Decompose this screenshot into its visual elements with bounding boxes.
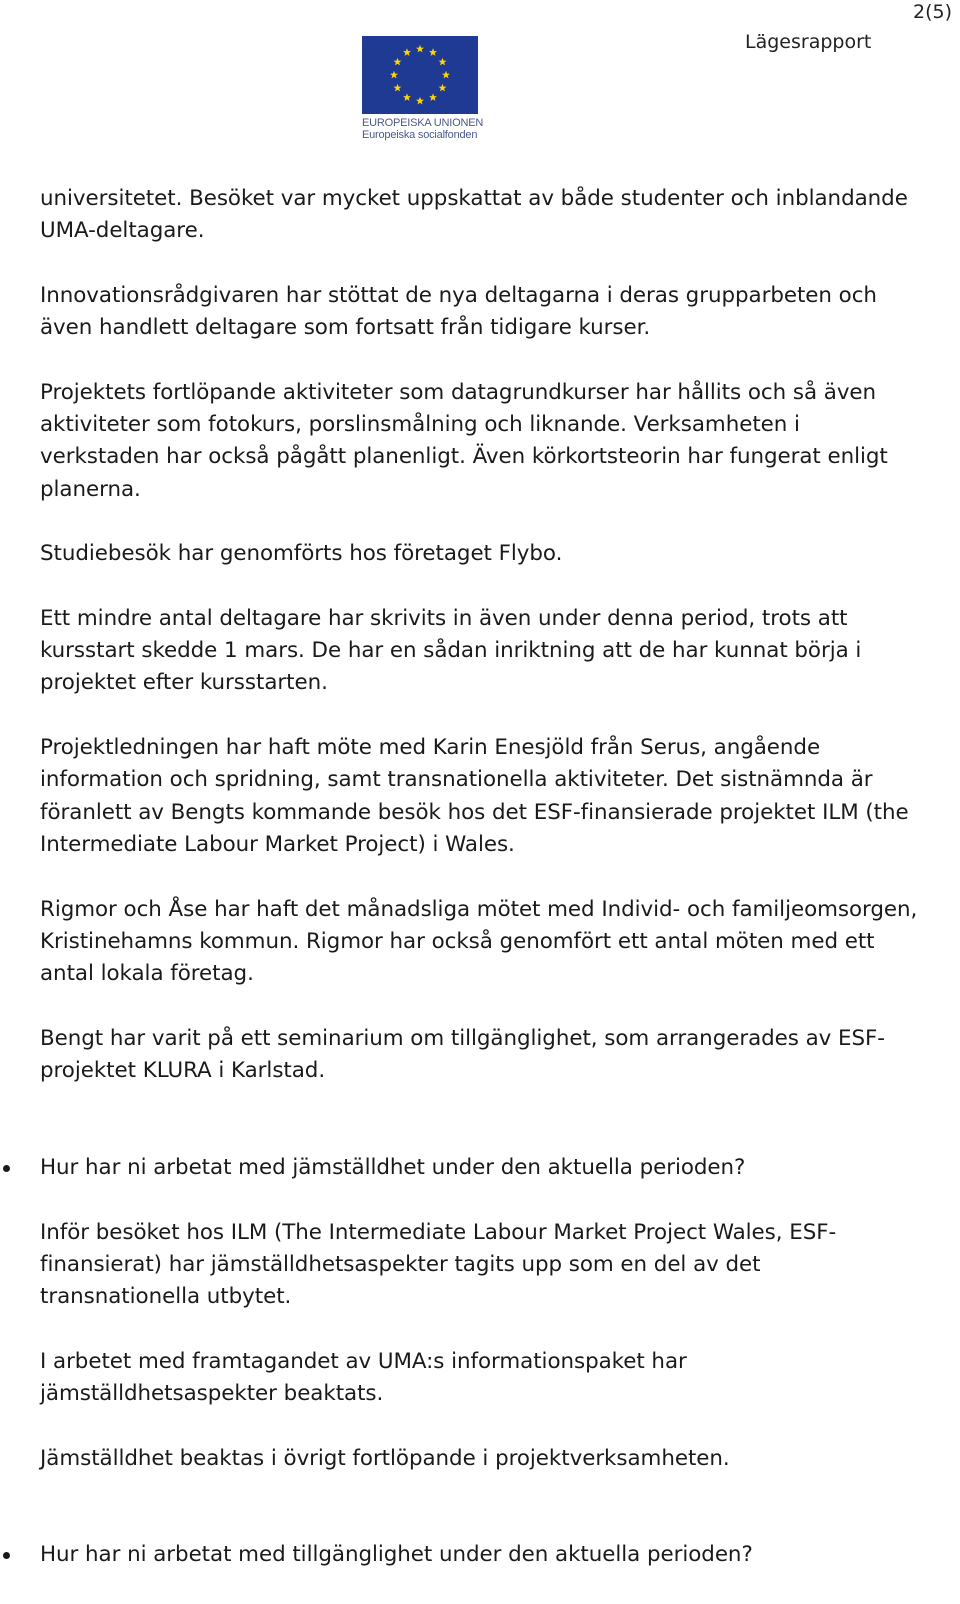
bullet-icon bbox=[3, 1165, 10, 1172]
section-gap bbox=[40, 1120, 920, 1152]
eu-star-icon bbox=[416, 97, 424, 105]
page-number: 2(5) bbox=[912, 1, 952, 23]
eu-logo-line1: EUROPEISKA UNIONEN bbox=[362, 117, 484, 129]
document-body bbox=[40, 183, 920, 1604]
bullet-icon bbox=[3, 1552, 10, 1559]
eu-flag-icon bbox=[362, 36, 478, 114]
paragraph-monthly-meeting: Rigmor och Åse har haft det månadsliga mötet med Individ- och familjeomsorgen, Kristinehamns kommun. Rigmor har också genomfört ett antal möten med ett antal lokala företag. bbox=[40, 896, 918, 987]
eu-star-icon bbox=[429, 93, 437, 101]
paragraph-seminar: Bengt har varit på ett seminarium om tillgänglighet, som arrangerades av ESF-projektet KLURA i Karlstad. bbox=[40, 1025, 885, 1084]
question-accessibility bbox=[40, 1539, 920, 1571]
eu-star-icon bbox=[442, 71, 450, 79]
paragraph-new-participants: Ett mindre antal deltagare har skrivits in även under denna period, trots att kursstart skedde 1 mars. De har en sådan inriktning att de har kunnat börja i projektet efter kursstarten. bbox=[40, 605, 862, 696]
eu-star-icon bbox=[439, 84, 447, 92]
answer-equality-ongoing: Jämställdhet beaktas i övrigt fortlöpande i projektverksamheten. bbox=[40, 1445, 730, 1471]
paragraph-ongoing-activities: Projektets fortlöpande aktiviteter som datagrundkurser har hållits och så även aktiviteter som fotokurs, porslinsmålning och liknande. Verksamheten i verkstaden har också pågått planenligt. Även körkortsteorin har fungerat enligt planerna. bbox=[40, 379, 888, 502]
eu-star-icon bbox=[390, 71, 398, 79]
eu-logo-line2: Europeiska socialfonden bbox=[362, 129, 478, 141]
eu-logo-caption bbox=[362, 117, 484, 141]
eu-star-icon bbox=[439, 58, 447, 66]
answer-equality-ilm: Inför besöket hos ILM (The Intermediate Labour Market Project Wales, ESF-finansierat) har jämställdhetsaspekter tagits upp som en del av det transnationella utbytet. bbox=[40, 1219, 837, 1310]
section-gap bbox=[40, 1507, 920, 1539]
question-equality bbox=[40, 1152, 920, 1184]
answer-equality-infopackage: I arbetet med framtagandet av UMA:s informationspaket har jämställdhetsaspekter beaktats. bbox=[40, 1348, 687, 1406]
paragraph-study-visit: Studiebesök har genomförts hos företaget Flybo. bbox=[40, 541, 563, 567]
eu-star-icon bbox=[429, 48, 437, 56]
question-accessibility-text: Hur har ni arbetat med tillgänglighet under den aktuella perioden? bbox=[40, 1542, 753, 1568]
eu-star-icon bbox=[403, 93, 411, 101]
eu-star-icon bbox=[416, 45, 424, 53]
eu-star-icon bbox=[393, 84, 401, 92]
paragraph-innovation-advisor: Innovationsrådgivaren har stöttat de nya deltagarna i deras grupparbeten och även handlett deltagare som fortsatt från tidigare kurser. bbox=[40, 282, 877, 341]
question-equality-text: Hur har ni arbetat med jämställdhet under den aktuella perioden? bbox=[40, 1154, 746, 1180]
eu-logo bbox=[362, 36, 484, 142]
eu-star-icon bbox=[403, 48, 411, 56]
document-title: Lägesrapport bbox=[745, 31, 872, 53]
paragraph-continuation: universitetet. Besöket var mycket uppskattat av både studenter och inblandande UMA-deltagare. bbox=[40, 186, 908, 244]
paragraph-project-management: Projektledningen har haft möte med Karin Enesjöld från Serus, angående information och spridning, samt transnationella aktiviteter. Det sistnämnda är föranlett av Bengts kommande besök hos det ESF-finansierade projektet ILM (the Intermediate Labour Market Project) i Wales. bbox=[40, 735, 909, 857]
eu-star-icon bbox=[393, 58, 401, 66]
